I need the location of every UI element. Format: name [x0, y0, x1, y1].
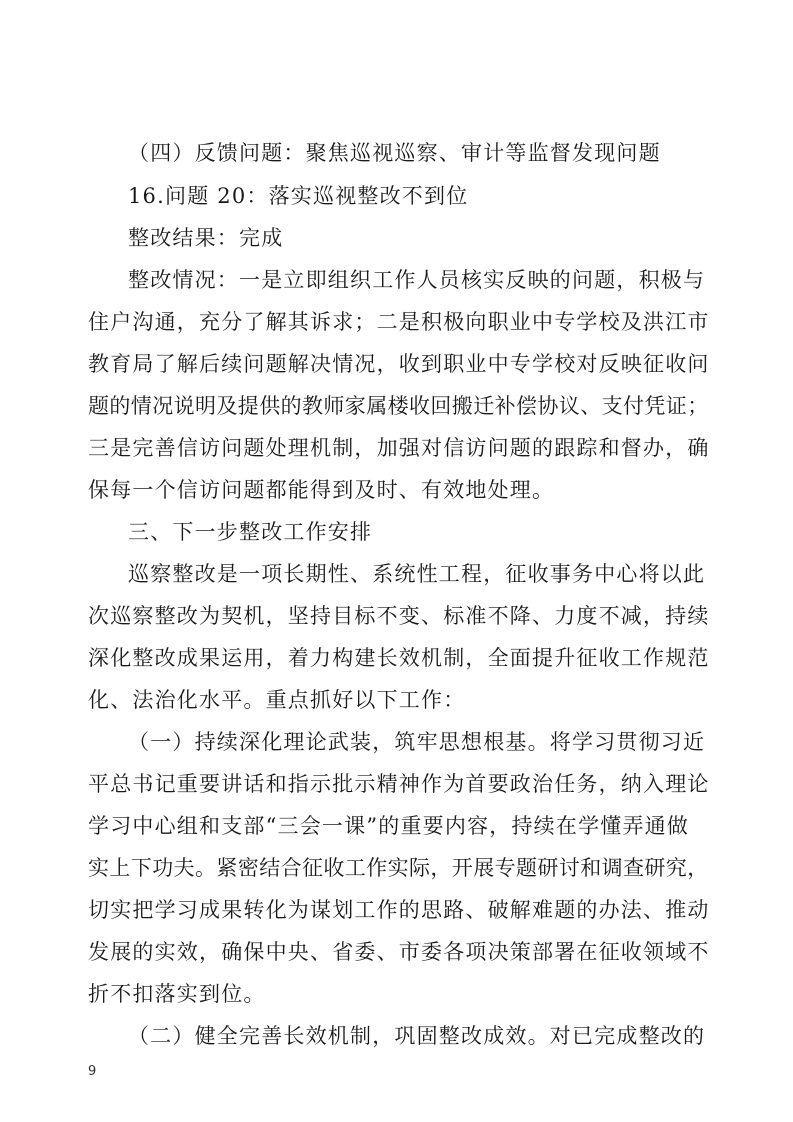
paragraph-line: 次巡察整改为契机，坚持目标不变、标准不降、力度不减，持续 — [88, 604, 710, 628]
paragraph-line: 深化整改成果运用，着力构建长效机制，全面提升征收工作规范 — [88, 646, 710, 670]
paragraph-line: 题的情况说明及提供的教师家属楼收回搬迁补偿协议、支付凭证； — [88, 394, 709, 418]
rectification-result: 整改结果：完成 — [128, 226, 284, 250]
section-heading-feedback: （四）反馈问题：聚焦巡视巡察、审计等监督发现问题 — [128, 141, 661, 165]
paragraph-line: 三是完善信访问题处理机制，加强对信访问题的跟踪和督办，确 — [88, 436, 710, 460]
issue-title: 16.问题 20：落实巡视整改不到位 — [128, 184, 469, 208]
paragraph-line: 发展的实效，确保中央、省委、市委各项决策部署在征收领域不 — [88, 940, 710, 964]
subsection-heading-one: （一）持续深化理论武装，筑牢思想根基。将学习贯彻习近 — [128, 730, 706, 754]
paragraph-line: 学习中心组和支部“三会一课”的重要内容，持续在学懂弄通做 — [88, 814, 690, 838]
paragraph-line: 保每一个信访问题都能得到及时、有效地处理。 — [88, 478, 555, 502]
paragraph-line: 巡察整改是一项长期性、系统性工程，征收事务中心将以此 — [128, 562, 706, 586]
paragraph-line: 住户沟通，充分了解其诉求；二是积极向职业中专学校及洪江市 — [88, 310, 710, 334]
section-heading-next-steps: 三、下一步整改工作安排 — [128, 520, 373, 544]
paragraph-line: 实上下功夫。紧密结合征收工作实际，开展专题研讨和调查研究， — [88, 856, 709, 880]
paragraph-line: 整改情况：一是立即组织工作人员核实反映的问题，积极与 — [128, 268, 706, 292]
paragraph-line: 教育局了解后续问题解决情况，收到职业中专学校对反映征收问 — [88, 352, 710, 376]
paragraph-line: 折不扣落实到位。 — [88, 982, 266, 1006]
paragraph-line: 切实把学习成果转化为谋划工作的思路、破解难题的办法、推动 — [88, 898, 710, 922]
paragraph-line: 平总书记重要讲话和指示批示精神作为首要政治任务，纳入理论 — [88, 772, 710, 796]
paragraph-line: 化、法治化水平。重点抓好以下工作： — [88, 688, 466, 712]
page-number: 9 — [88, 1064, 97, 1079]
subsection-heading-two: （二）健全完善长效机制，巩固整改成效。对已完成整改的 — [128, 1024, 706, 1048]
